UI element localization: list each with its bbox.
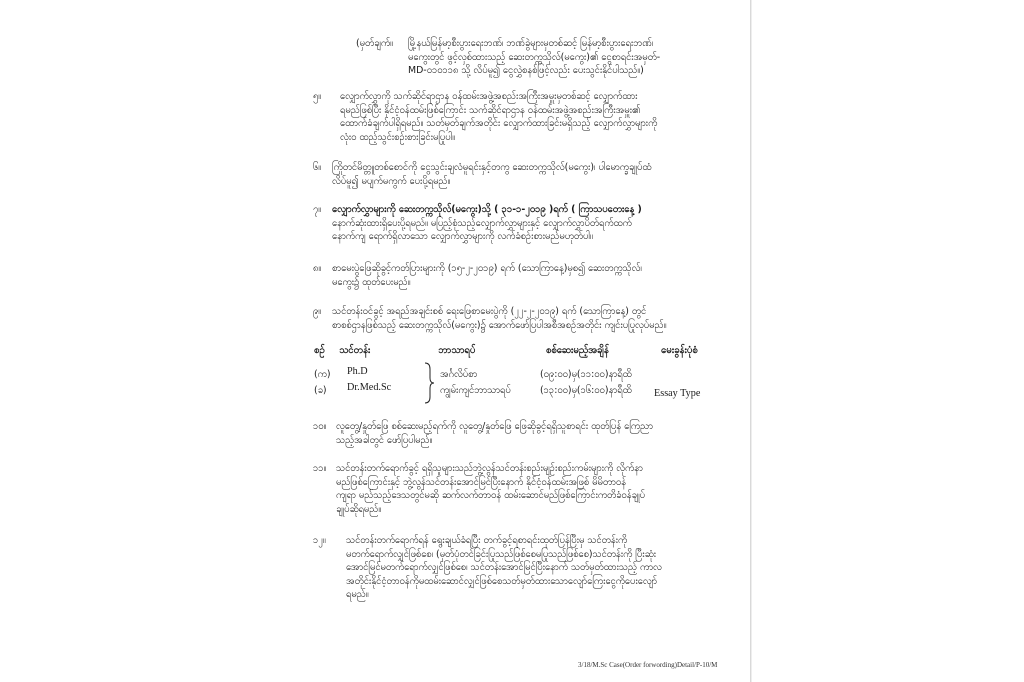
- table-cell-time: (၁၃:၀၀)မှ(၁၆:၀၀)နာရီထိ: [540, 385, 632, 396]
- table-cell-time: (၀၉:၀၀)မှ(၁၁:၀၀)နာရီထိ: [540, 369, 632, 380]
- text-line: မကွေး၌ ထုတ်ပေးမည်။: [332, 276, 411, 288]
- item-number: ၆။: [313, 162, 322, 173]
- item-10-text: [336, 420, 653, 447]
- item-5-text: [340, 90, 657, 144]
- text-line: ထောက်ခံချက်ပါရှိရမည်။ သတ်မှတ်ချက်အတိုင်း လျှောက်ထားခြင်းမရှိသည့် လျှောက်လွှာများကို: [340, 118, 658, 130]
- item-12-text: [346, 534, 662, 602]
- text-line: စာမေးပွဲဖြေဆိုခွင့်ကတ်ပြားများကို (၁၅-၂-၂၀၁၉) ရက် (သောကြာနေ့)မှစ၍ ဆေးတက္ကသိုလ်၊: [332, 263, 642, 274]
- table-cell-subject: ကျွမ်းကျင်ဘာသာရပ်: [440, 385, 511, 396]
- text-line: အတိုင်းနိုင်ငံ့တာဝန်ကိုမထမ်းဆောင်လျှင်ဖြစ်စေသတ်မှတ်ထားသောလျော်ကြေးငွေကိုပေးလျော်: [346, 575, 657, 587]
- document-footer: 3/18/M.Sc Case(Order forwording)Detail/P-10/M: [578, 661, 718, 669]
- text-line: လုံးဝ ထည့်သွင်းစဉ်းစားခြင်းမပြုပါ။: [340, 131, 456, 143]
- text-line: သင်တန်းတက်ရောက်ခွင့် ရရှိသူများသည်ဘွဲ့လွန်သင်တန်းစည်းမျဉ်းစည်းကမ်းများကို လိုက်နာ: [336, 463, 643, 474]
- text-line: ကြိုတင်မိတ္တူတစ်စောင်ကို ငွေသွင်းချလံမူရင်းနှင့်တကွ ဆေးတက္ကသိုလ်(မကွေး)၊ ပါမောက္ခချုပ်ထံ: [332, 162, 652, 173]
- item-7-text: [332, 203, 642, 244]
- table-header-subject: ဘာသာရပ်: [438, 345, 476, 356]
- table-cell-course: Ph.D: [347, 366, 368, 377]
- text-line: ရမည်ဖြစ်ပြီး နိုင်ငံ့ဝန်ထမ်းဖြစ်ကြောင်း သက်ဆိုင်ရာဌာန ဝန်ထမ်းအဖွဲ့အစည်းအကြီးအမှူး၏: [340, 104, 641, 116]
- text-line: နောက်ကျ ရောက်ရှိလာသော လျှောက်လွှာများကို လက်ခံစဉ်းစားမည်မဟုတ်ပါ။: [332, 231, 593, 243]
- text-line: သင်တန်းဝင်ခွင့် အရည်အချင်းစစ် ရေးဖြေစာမေးပွဲကို (၂၂-၂-၂၀၁၉) ရက် (သောကြာနေ့) တွင်: [332, 306, 647, 317]
- table-cell-no: (ခ): [314, 385, 327, 396]
- note-text: [408, 37, 660, 78]
- item-9-text: [332, 305, 666, 332]
- table-header-no: စဉ်: [314, 345, 325, 356]
- curly-brace-icon: [422, 362, 436, 404]
- item-number: ၅။: [313, 91, 322, 102]
- text-line: လူတွေ့/နှုတ်ဖြေ စစ်ဆေးမည့်ရက်ကို လူတွေ့/နှုတ်ဖြေ ဖြေဆိုခွင့်ရရှိသူစာရင်း ထုတ်ပြန် ကြေညာ: [336, 421, 654, 432]
- text-line: ရမည်။: [346, 589, 369, 601]
- table-cell-format: Essay Type: [654, 388, 701, 399]
- table-header-time: စစ်ဆေးမည့်အချိန်: [546, 345, 609, 356]
- text-line: မကွေးတွင် ဖွင့်လှစ်ထားသည့် ဆေးတက္ကသိုလ်(မကွေး)၏ ငွေစာရင်းအမှတ်-: [408, 51, 661, 63]
- item-6-text: [332, 161, 651, 188]
- text-line: လျှောက်လွှာကို သက်ဆိုင်ရာဌာန ဝန်ထမ်းအဖွဲ့အစည်းအကြီးအမှူးမှတစ်ဆင့် လျှောက်ထား: [340, 91, 638, 102]
- text-line: MD-၀၁၀၁၁၈ သို့ လိပ်မူ၍ ငွေလွှဲစနစ်ဖြင့်လည်း ပေးသွင်းနိုင်ပါသည်။): [408, 65, 644, 77]
- text-line: ချုပ်ဆိုရမည်။: [336, 503, 382, 515]
- text-line: မြို့နယ်မြန်မာ့စီးပွားရေးဘဏ်၊ ဘဏ်ခွဲများမှတစ်ဆင့် မြန်မာ့စီးပွားရေးဘဏ်၊: [408, 38, 654, 49]
- text-line: မည်ဖြစ်ကြောင်းနှင့် ဘွဲ့လွန်သင်တန်းအောင်မြင်ပြီးနောက် နိုင်ငံ့ဝန်ထမ်းအဖြစ် မိမိတာဝန်: [336, 476, 626, 488]
- table-header-course: သင်တန်း: [339, 345, 371, 356]
- text-line: နောက်ဆုံးထားရှိပေးပို့ရမည်။ မပြည့်စုံသည့်လျှောက်လွှာများနှင့် လျှောက်လွှာပိတ်ရက်ထက်: [332, 217, 632, 229]
- document-page: [276, 0, 751, 682]
- text-line: သင်တန်းတက်ရောက်ရန် ရွေးချယ်ခံရပြီး တက်ခွင့်ရစာရင်းထုတ်ပြန်ပြီးမှ သင်တန်းကို: [346, 535, 628, 546]
- text-line: သည့်အခါတွင် ဖော်ပြပါမည်။: [336, 434, 433, 446]
- text-line: လျှောက်လွှာများကို ဆေးတက္ကသိုလ်(မကွေး)သို့ ( ၃၁-၁-၂၀၁၉ )ရက် ( ကြာသပတေးနေ့ ): [332, 204, 642, 215]
- item-number: ၈။: [313, 263, 322, 274]
- item-8-text: [332, 262, 642, 289]
- text-line: အောင်မြင်မတက်ရောက်လျှင်ဖြစ်စေ၊ သင်တန်းအောင်မြင်ပြီးနောက် သတ်မှတ်ထားသည့် ကာလ: [346, 562, 662, 574]
- table-cell-course: Dr.Med.Sc: [347, 382, 392, 393]
- item-11-text: [336, 462, 645, 516]
- text-line: ကျရာ မည်သည့်ဒေသတွင်မဆို ဆက်လက်တာဝန် ထမ်းဆောင်မည်ဖြစ်ကြောင်းကတိခံဝန်ချုပ်: [336, 490, 645, 502]
- text-line: စာစစ်ဌာနဖြစ်သည့် ဆေးတက္ကသိုလ်(မကွေး)၌ အောက်ဖော်ပြပါအစီအစဉ်အတိုင်း ကျင်းပပြုလုပ်မည်။: [332, 319, 667, 331]
- item-number: ၉။: [313, 306, 322, 317]
- item-number: ၇။: [313, 204, 322, 215]
- item-number: ၁၂။: [313, 535, 326, 546]
- text-line: မတက်ရောက်လျှင်ဖြစ်စေ၊ (မှတ်ပုံတင်ခြင်းပြုသည်ဖြစ်စေမပြုသည်ဖြစ်စေ)သင်တန်းကို ပြီးဆုံး: [346, 548, 657, 560]
- item-number: ၁၀။: [313, 421, 327, 432]
- text-line: လိပ်မူ၍ မပျက်မကွက် ပေးပို့ရမည်။: [332, 175, 451, 187]
- table-cell-subject: အင်္ဂလိပ်စာ: [440, 369, 478, 380]
- item-number: ၁၁။: [313, 463, 327, 474]
- table-cell-no: (က): [314, 369, 331, 380]
- table-header-format: မေးခွန်းပုံစံ: [661, 345, 698, 356]
- note-label: (မှတ်ချက်။: [356, 38, 393, 49]
